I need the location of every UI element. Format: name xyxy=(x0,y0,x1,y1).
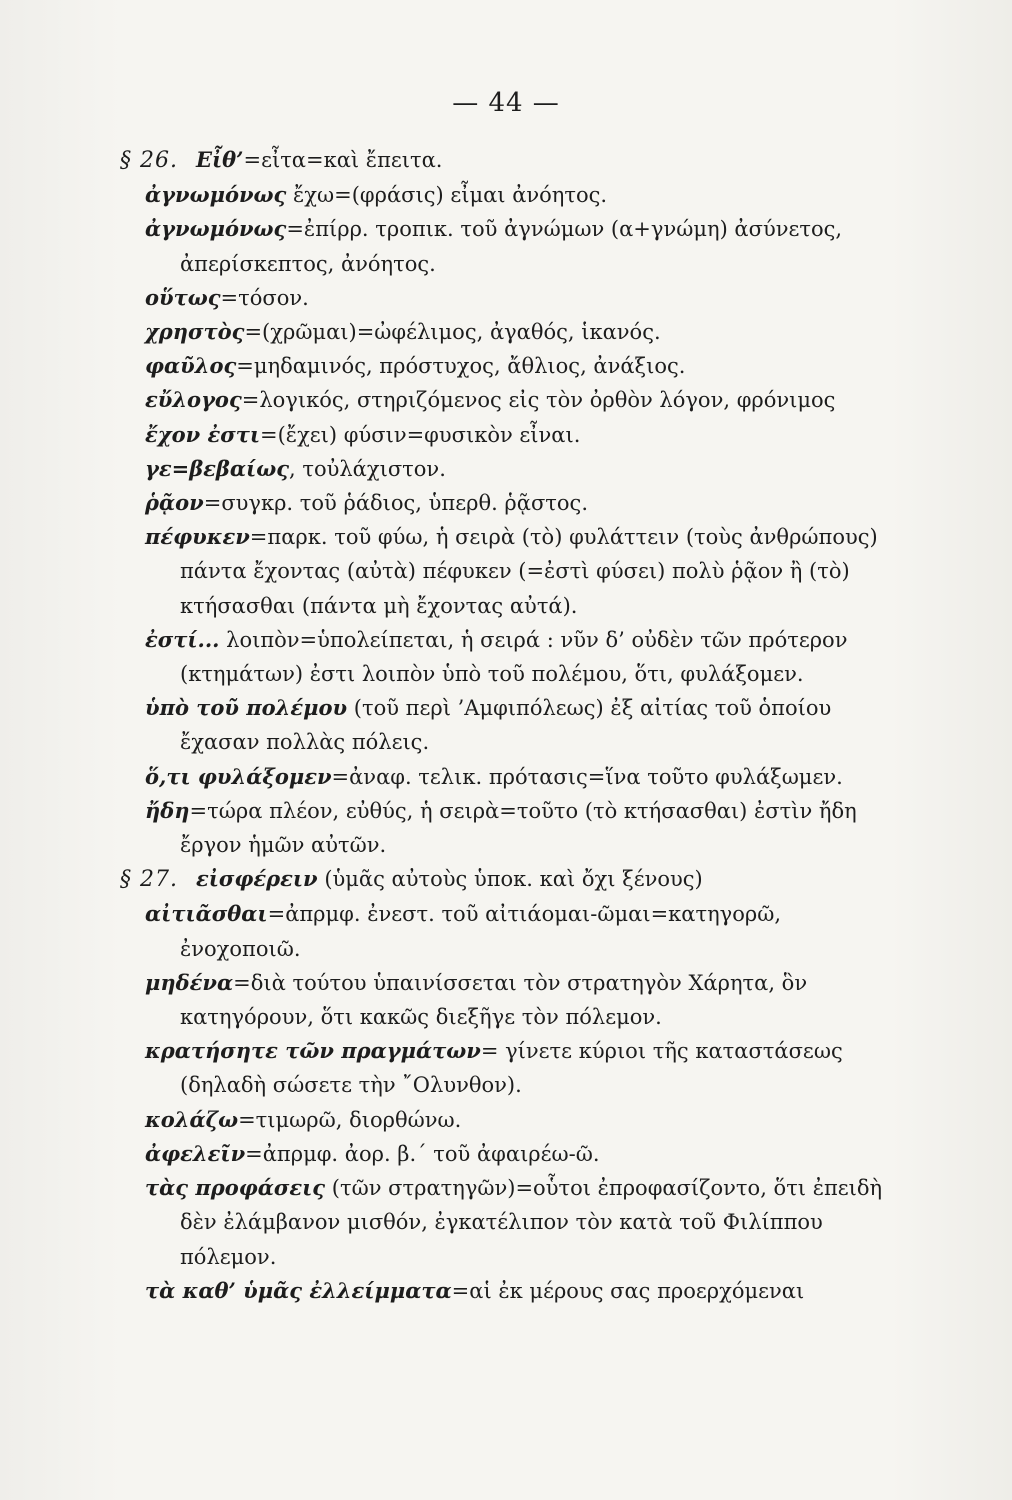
entry-section-26 xyxy=(120,143,905,178)
headword: ἤδη xyxy=(145,797,190,823)
headword: ὅ,τι φυλάξομεν xyxy=(145,763,332,789)
headword: γε=βεβαίως xyxy=(145,455,289,481)
headword: φαῦλος xyxy=(145,353,237,379)
headword: τὰ καθ’ ὑμᾶς ἐλλείμματα xyxy=(145,1277,452,1303)
definition: =ἀπρμφ. ἐνεστ. τοῦ αἰτιάομαι-ῶμαι=κατηγορῶ, ἐνοχοποιῶ. xyxy=(180,902,782,961)
entry xyxy=(145,383,905,417)
entry-section-27 xyxy=(120,862,905,897)
entry xyxy=(145,794,905,862)
headword: οὕτως xyxy=(145,284,221,310)
definition: =αἱ ἐκ μέρους σας προερχόμεναι xyxy=(451,1278,805,1303)
entry xyxy=(145,1171,905,1274)
headword: αἰτιᾶσθαι xyxy=(145,901,268,927)
headword: χρηστὸς xyxy=(145,319,245,345)
text-body xyxy=(120,143,905,1308)
page-number: — 44 — xyxy=(452,88,560,118)
definition: λοιπὸν=ὑπολείπεται, ἡ σειρά : νῦν δ’ οὐδὲν τῶν πρότερον (κτημάτων) ἐστι λοιπὸν ὑπὸ τοῦ πολέμου, ὅτι, φυλάξομεν. xyxy=(180,627,848,687)
headword: εὔλογος xyxy=(145,387,242,413)
definition: (τῶν στρατηγῶν)=οὗτοι ἐπροφασίζοντο, ὅτι ἐπειδὴ δὲν ἐλάμβανον μισθόν, ἐγκατέλιπον τὸν κατὰ τοῦ Φιλίππου πόλεμον. xyxy=(180,1176,883,1269)
entry xyxy=(145,349,905,383)
section-number: § 27. xyxy=(120,867,178,893)
entry xyxy=(145,315,905,349)
entry xyxy=(145,1034,905,1102)
headword: ἀγνωμόνως xyxy=(145,216,287,242)
entry xyxy=(145,897,905,965)
entry xyxy=(145,212,905,280)
entry xyxy=(145,623,905,691)
headword: ῥᾷον xyxy=(145,490,204,516)
entry xyxy=(145,178,905,212)
headword: ἔχον ἐστι xyxy=(145,421,261,447)
definition: = γίνετε κύριοι τῆς καταστάσεως (δηλαδὴ σώσετε τὴν ῎Ολυνθον). xyxy=(180,1039,843,1098)
definition: =τόσον. xyxy=(220,285,309,310)
headword: ἐστί... xyxy=(145,626,220,652)
definition: =ἐπίρρ. τροπικ. τοῦ ἀγνώμων (α+γνώμη) ἀσύνετος, ἀπερίσκεπτος, ἀνόητος. xyxy=(180,217,843,276)
headword: κρατήσητε τῶν πραγμάτων xyxy=(145,1038,481,1064)
entry xyxy=(145,760,905,794)
entry xyxy=(145,1103,905,1137)
definition: =(ἔχει) φύσιν=φυσικὸν εἶναι. xyxy=(260,422,581,447)
definition: =διὰ τούτου ὑπαινίσσεται τὸν στρατηγὸν Χάρητα, ὃν κατηγόρουν, ὅτι κακῶς διεξῆγε τὸν πόλεμον. xyxy=(180,970,808,1030)
entry xyxy=(145,520,905,623)
headword: ὑπὸ τοῦ πολέμου xyxy=(145,695,348,721)
section-number: § 26. xyxy=(120,148,178,173)
entry xyxy=(145,966,905,1034)
headword: ἀφελεῖν xyxy=(145,1140,246,1166)
definition: =ἀναφ. τελικ. πρότασις=ἵνα τοῦτο φυλάξωμεν. xyxy=(331,764,843,789)
headword: πέφυκεν xyxy=(145,524,250,550)
entry xyxy=(145,281,905,315)
entry xyxy=(145,418,905,452)
entry xyxy=(145,452,905,486)
definition: =τιμωρῶ, διορθώνω. xyxy=(238,1107,462,1132)
definition: =λογικός, στηριζόμενος εἰς τὸν ὀρθὸν λόγον, φρόνιμος xyxy=(241,388,836,413)
headword: Εἶθ’ xyxy=(195,147,244,172)
headword: ἀγνωμόνως xyxy=(145,182,287,208)
definition: , τοὐλάχιστον. xyxy=(289,456,446,481)
entry xyxy=(145,1274,905,1308)
entry xyxy=(145,691,905,759)
definition: =ἀπρμφ. ἀορ. β.΄ τοῦ ἀφαιρέω-ῶ. xyxy=(245,1141,600,1166)
definition: ἔχω=(φράσις) εἶμαι ἀνόητος. xyxy=(293,183,608,208)
definition: (ὑμᾶς αὐτοὺς ὑποκ. καὶ ὄχι ξένους) xyxy=(317,867,703,892)
headword: κολάζω xyxy=(145,1106,239,1132)
entry xyxy=(145,1137,905,1171)
definition: =μηδαμινός, πρόστυχος, ἄθλιος, ἀνάξιος. xyxy=(236,354,686,379)
headword: μηδένα xyxy=(145,969,234,995)
headword: εἰσφέρειν xyxy=(195,866,318,892)
definition: =παρκ. τοῦ φύω, ἡ σειρὰ (τὸ) φυλάττειν (τοὺς ἀνθρώπους) πάντα ἔχοντας (αὐτὰ) πέφυκεν (=ἐστὶ φύσει) πολὺ ῥᾷον ἢ (τὸ) κτήσασθαι (πάντα μὴ ἔχοντας αὐτά). xyxy=(180,525,878,618)
definition: (τοῦ περὶ ’Αμφιπόλεως) ἐξ αἰτίας τοῦ ὁποίου ἔχασαν πολλὰς πόλεις. xyxy=(180,696,832,755)
entry xyxy=(145,486,905,520)
definition: =εἶτα=καὶ ἔπειτα. xyxy=(243,148,443,172)
headword: τὰς προφάσεις xyxy=(145,1175,326,1201)
definition: =τώρα πλέον, εὐθύς, ἡ σειρὰ=τοῦτο (τὸ κτήσασθαι) ἐστὶν ἤδη ἔργον ἡμῶν αὐτῶν. xyxy=(180,798,857,858)
definition: =συγκρ. τοῦ ῥάδιος, ὑπερθ. ῥᾷστος. xyxy=(203,491,588,516)
definition: =(χρῶμαι)=ὠφέλιμος, ἀγαθός, ἱκανός. xyxy=(244,320,661,345)
